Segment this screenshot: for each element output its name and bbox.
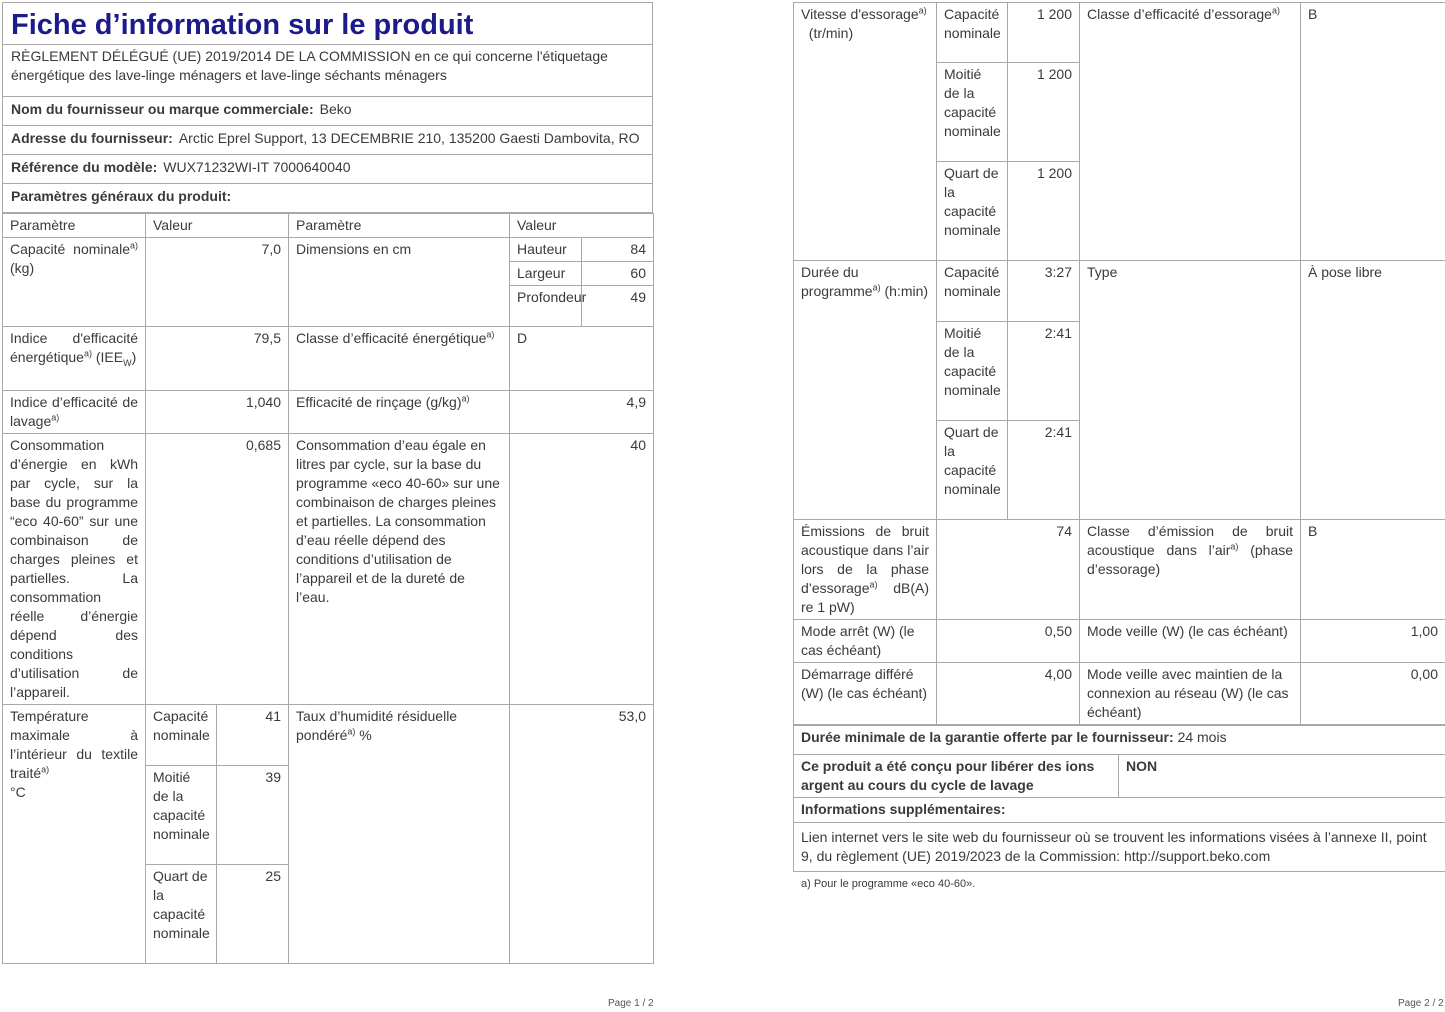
- duration-label-cell: [794, 261, 937, 520]
- table-row: [3, 705, 654, 766]
- eei-label-cell: [3, 327, 146, 391]
- temp-sub-value: 39: [217, 766, 289, 865]
- supplier-row: [2, 97, 653, 126]
- noise-label: Émissions de bruit acoustique dans l’air lors de la phase d’essorage: [801, 523, 929, 596]
- rinse-value: 4,9: [510, 391, 654, 434]
- link-row: [794, 823, 1445, 872]
- energy-consumption-value: 0,685: [146, 434, 289, 705]
- spin-sub-value: 1 200: [1008, 3, 1080, 63]
- parameters-table: [2, 213, 654, 964]
- table-header-row: [3, 214, 654, 238]
- moisture-value: 53,0: [510, 705, 654, 964]
- eei-label: Indice d'efficacité énergétique: [10, 330, 138, 365]
- depth-value: 49: [582, 286, 654, 327]
- model-label: Référence du modèle:: [11, 159, 158, 175]
- eei-sub: W: [123, 357, 132, 368]
- warranty-label: Durée minimale de la garantie offerte par le fournisseur:: [801, 729, 1174, 745]
- depth-label: Profondeur: [510, 286, 582, 327]
- model-value: WUX71232WI-IT 7000640040: [163, 159, 351, 175]
- general-params-row: [2, 184, 653, 213]
- table-row: [794, 620, 1445, 663]
- eei-value: 79,5: [146, 327, 289, 391]
- capacity-value: 7,0: [146, 238, 289, 327]
- wash-index-label-cell: [3, 391, 146, 434]
- general-params-label: Paramètres généraux du produit:: [11, 188, 232, 204]
- table-row: [3, 434, 654, 705]
- warranty-cell: [794, 726, 1445, 755]
- energy-class-value: D: [510, 327, 654, 391]
- extra-info-label: Informations supplémentaires:: [794, 798, 1445, 823]
- footnote-mark: a): [461, 393, 470, 404]
- energy-class-label: Classe d’efficacité énergétique: [296, 330, 487, 346]
- noise-value: 74: [937, 520, 1080, 620]
- temp-sub-label: Capacité nominale: [146, 705, 217, 766]
- duration-sub-value: 2:41: [1008, 421, 1080, 520]
- duration-sub-label: Quart de la capacité nominale: [937, 421, 1008, 520]
- document-title: Fiche d’information sur le produit: [2, 2, 653, 44]
- silver-label: Ce produit a été conçu pour libérer des ions argent au cours du cycle de lavage: [794, 755, 1119, 798]
- delay-start-value: 4,00: [937, 663, 1080, 725]
- noise-unit: dB(A) re 1 pW): [801, 580, 929, 615]
- noise-class-label-cell: [1080, 520, 1301, 620]
- temperature-label-cell: [3, 705, 146, 964]
- regulation-text: RÈGLEMENT DÉLÉGUÉ (UE) 2019/2014 DE LA COMMISSION en ce qui concerne l'étiquetage énergétique des lave-linge ménagers et lave-linge séchants ménagers: [2, 44, 653, 97]
- temperature-unit: °C: [10, 784, 26, 800]
- table-row: [3, 391, 654, 434]
- water-consumption-value: 40: [510, 434, 654, 705]
- network-standby-label: Mode veille avec maintien de la connexion au réseau (W) (le cas échéant): [1080, 663, 1301, 725]
- page-number-1: Page 1 / 2: [608, 998, 654, 1009]
- supplier-label: Nom du fournisseur ou marque commerciale:: [11, 101, 314, 117]
- delay-start-label: Démarrage différé (W) (le cas échéant): [794, 663, 937, 725]
- header-value: Valeur: [146, 214, 289, 238]
- type-value: À pose libre: [1301, 261, 1445, 520]
- spin-label: Vitesse d'essorage: [801, 6, 919, 22]
- page-1: [2, 2, 653, 964]
- duration-sub-value: 2:41: [1008, 322, 1080, 421]
- page-number-2: Page 2 / 2: [1398, 998, 1444, 1009]
- table-row: [794, 261, 1445, 322]
- warranty-table: [793, 725, 1445, 872]
- footnote-mark: a): [872, 282, 881, 293]
- rinse-label: Efficacité de rinçage (g/kg): [296, 394, 462, 410]
- warranty-row: [794, 726, 1445, 755]
- temp-sub-value: 25: [217, 865, 289, 964]
- moisture-unit: %: [359, 727, 372, 743]
- temp-sub-label: Quart de la capacité nominale: [146, 865, 217, 964]
- capacity-label-cell: [3, 238, 146, 327]
- eei-close: ): [131, 349, 137, 365]
- duration-sub-label: Moitié de la capacité nominale: [937, 322, 1008, 421]
- address-value: Arctic Eprel Support, 13 DECEMBRIE 210, 135200 Gaesti Dambovita, RO: [178, 130, 640, 146]
- page-2: [793, 2, 1445, 896]
- supplier-link-text: Lien internet vers le site web du fournisseur où se trouvent les informations visées à l’annexe II, point 9, du règlement (UE) 2019/2023 de la Commission: http://support.beko.com: [794, 823, 1445, 872]
- capacity-label: Capacité nominale: [10, 241, 130, 257]
- table-row: [3, 238, 654, 262]
- table-row: [794, 3, 1445, 63]
- width-value: 60: [582, 262, 654, 286]
- dimensions-label: Dimensions en cm: [289, 238, 510, 327]
- header-param-2: Paramètre: [289, 214, 510, 238]
- moisture-label: Taux d’humidité résiduelle pondéré: [296, 708, 458, 743]
- noise-class-label: Classe d’émission de bruit acoustique dans l’air: [1087, 523, 1293, 558]
- spin-sub-label: Quart de la capacité nominale: [937, 162, 1008, 261]
- noise-class-phase: (phase d’essorage): [1087, 542, 1294, 577]
- footnote-mark: a): [918, 5, 927, 16]
- table-row: [794, 663, 1445, 725]
- spin-sub-value: 1 200: [1008, 162, 1080, 261]
- duration-sub-value: 3:27: [1008, 261, 1080, 322]
- spin-class-label: Classe d’efficacité d’essorage: [1087, 6, 1272, 22]
- off-mode-value: 0,50: [937, 620, 1080, 663]
- height-label: Hauteur: [510, 238, 582, 262]
- spin-sub-label: Moitié de la capacité nominale: [937, 63, 1008, 162]
- temp-sub-label: Moitié de la capacité nominale: [146, 766, 217, 865]
- capacity-unit: (kg): [10, 260, 35, 276]
- duration-sub-label: Capacité nominale: [937, 261, 1008, 322]
- energy-class-label-cell: [289, 327, 510, 391]
- spin-sub-value: 1 200: [1008, 63, 1080, 162]
- standby-value: 1,00: [1301, 620, 1445, 663]
- footnote: a) Pour le programme «eco 40-60».: [801, 878, 976, 890]
- height-value: 84: [582, 238, 654, 262]
- eei-unit: (IEE: [95, 349, 124, 365]
- duration-label: Durée du programme: [801, 264, 873, 299]
- rinse-label-cell: [289, 391, 510, 434]
- temp-sub-value: 41: [217, 705, 289, 766]
- spin-sub-label: Capacité nominale: [937, 3, 1008, 63]
- footnote-mark: a): [347, 726, 356, 737]
- footnote-mark: a): [869, 579, 878, 590]
- footnote-mark: a): [1230, 541, 1239, 552]
- network-standby-value: 0,00: [1301, 663, 1445, 725]
- spin-unit: (tr/min): [808, 25, 854, 41]
- wash-index-label: Indice d’efficacité de lavage: [10, 394, 138, 429]
- standby-label: Mode veille (W) (le cas échéant): [1080, 620, 1301, 663]
- footnote-mark: a): [486, 329, 495, 340]
- supplier-value: Beko: [319, 101, 352, 117]
- temperature-label: Température maximale à l’intérieur du textile traité: [10, 708, 138, 781]
- silver-value: NON: [1119, 755, 1445, 798]
- table-row: [3, 327, 654, 391]
- footnote-mark: a): [129, 240, 138, 251]
- parameters-table-2: [793, 2, 1445, 725]
- footnote-mark: a): [51, 412, 60, 423]
- warranty-value: 24 mois: [1177, 729, 1227, 745]
- type-label: Type: [1080, 261, 1301, 520]
- footnote-mark: a): [1271, 5, 1280, 16]
- noise-label-cell: [794, 520, 937, 620]
- header-param: Paramètre: [3, 214, 146, 238]
- moisture-label-cell: [289, 705, 510, 964]
- footnote-mark: a): [41, 764, 50, 775]
- header-value-2: Valeur: [510, 214, 654, 238]
- energy-consumption-label: Consommation d’énergie en kWh par cycle, sur la base du programme “eco 40-60” sur une combinaison de charges pleines et partielles. La consommation réelle d’énergie dépend des conditions d’utilisation de l’appareil.: [3, 434, 146, 705]
- model-row: [2, 155, 653, 184]
- spin-class-value: B: [1301, 3, 1445, 261]
- address-row: [2, 126, 653, 155]
- spin-label-cell: [794, 3, 937, 261]
- footnote-mark: a): [83, 348, 92, 359]
- address-label: Adresse du fournisseur:: [11, 130, 173, 146]
- spin-class-label-cell: [1080, 3, 1301, 261]
- noise-class-value: B: [1301, 520, 1445, 620]
- extra-info-row: [794, 798, 1445, 823]
- width-label: Largeur: [510, 262, 582, 286]
- off-mode-label: Mode arrêt (W) (le cas échéant): [794, 620, 937, 663]
- wash-index-value: 1,040: [146, 391, 289, 434]
- duration-unit: (h:min): [884, 283, 929, 299]
- silver-row: [794, 755, 1445, 798]
- water-consumption-label: Consommation d’eau égale en litres par cycle, sur la base du programme «eco 40-60» sur une combinaison de charges pleines et partielles. La consommation d’eau réelle dépend des conditions d’utilisation de l’appareil et de la dureté de l’eau.: [289, 434, 510, 705]
- table-row: [794, 520, 1445, 620]
